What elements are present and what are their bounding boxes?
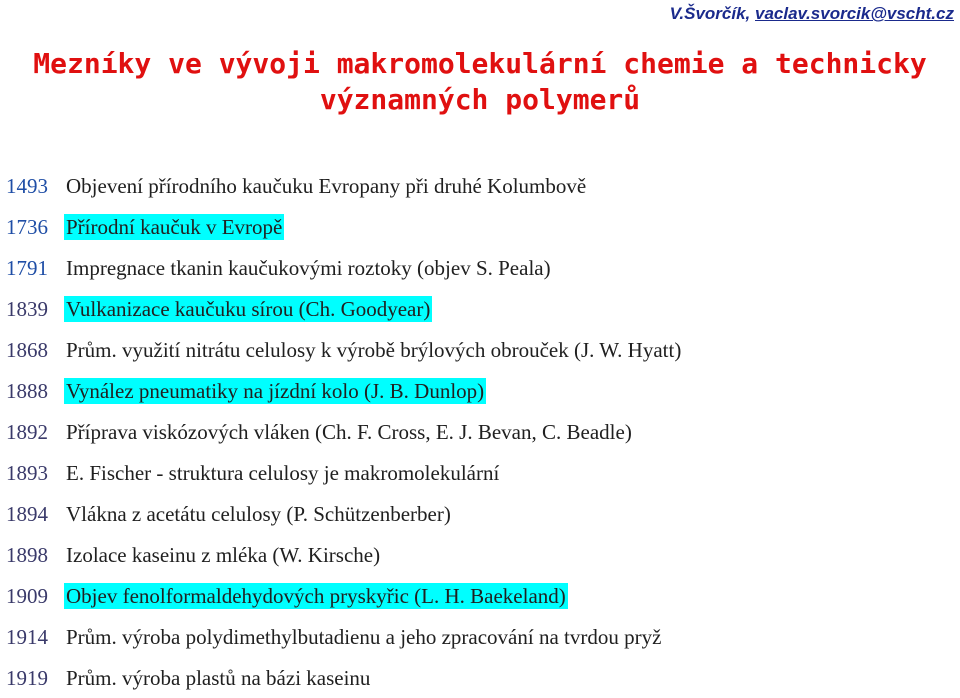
event-text: Impregnace tkanin kaučukovými roztoky (objev S. Peala) [66,256,551,280]
timeline-year: 1868 [6,338,48,362]
timeline-event [66,330,681,370]
timeline-event [66,658,370,698]
title-line-2: významných polymerů [319,83,641,116]
timeline-year: 1791 [6,256,48,280]
timeline-event [66,371,486,411]
timeline-year: 1892 [6,420,48,444]
timeline-year: 1736 [6,215,48,239]
timeline-event [66,494,451,534]
page-title [0,46,960,118]
event-text: Vlákna z acetátu celulosy (P. Schützenberber) [66,502,451,526]
highlighted-event-text: Vynález pneumatiky na jízdní kolo (J. B. Dunlop) [66,379,485,403]
event-text: Prům. výroba plastů na bázi kaseinu [66,666,371,690]
timeline-event [66,166,586,206]
event-text: Prům. využití nitrátu celulosy k výrobě brýlových obrouček (J. W. Hyatt) [66,338,682,362]
timeline-year: 1914 [6,625,48,649]
timeline-event [66,535,380,575]
author-name: V.Švorčík, [669,4,755,23]
event-text: Objevení přírodního kaučuku Evropany při druhé Kolumbově [66,174,587,198]
timeline-year: 1909 [6,584,48,608]
timeline-year: 1493 [6,174,48,198]
title-line-1: Mezníky ve vývoji makromolekulární chemie a technicky [33,47,927,80]
timeline-year: 1839 [6,297,48,321]
event-text: Izolace kaseinu z mléka (W. Kirsche) [66,543,381,567]
timeline-event [66,453,499,493]
timeline-event [66,617,661,657]
highlighted-event-text: Vulkanizace kaučuku sírou (Ch. Goodyear) [66,297,431,321]
timeline-event [66,289,432,329]
timeline-year: 1894 [6,502,48,526]
highlighted-event-text: Přírodní kaučuk v Evropě [66,215,283,239]
timeline-event [66,248,551,288]
timeline-event [66,207,284,247]
highlighted-event-text: Objev fenolformaldehydových pryskyřic (L. H. Baekeland) [66,584,566,608]
timeline-year: 1919 [6,666,48,690]
author-credit [670,4,954,24]
author-email-link[interactable]: vaclav.svorcik@vscht.cz [755,4,954,23]
event-text: Prům. výroba polydimethylbutadienu a jeho zpracování na tvrdou pryž [66,625,662,649]
timeline-event [66,576,568,616]
timeline-year: 1893 [6,461,48,485]
event-text: Příprava viskózových vláken (Ch. F. Cross, E. J. Bevan, C. Beadle) [66,420,632,444]
timeline-event [66,412,632,452]
timeline-year: 1898 [6,543,48,567]
timeline-year: 1888 [6,379,48,403]
event-text: E. Fischer - struktura celulosy je makromolekulární [66,461,500,485]
